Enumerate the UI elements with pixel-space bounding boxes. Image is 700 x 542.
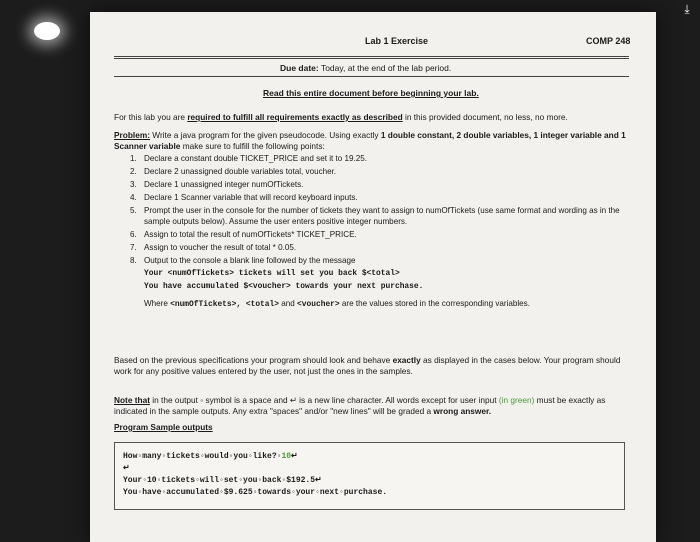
behavior-paragraph: Based on the previous specifications your program should look and behave exactly as displayed in the cases below. Your program should work for any positive values entered by the user, not just the ones in the samples. <box>114 355 621 376</box>
list-item: 1. Declare a constant double TICKET_PRICE and set it to 19.25. <box>130 154 368 163</box>
message-line: You have accumulated $<voucher> towards your next purchase. <box>144 282 424 292</box>
samples-heading: Program Sample outputs <box>114 422 213 432</box>
list-item: 5. Prompt the user in the console for the number of tickets they want to assign to numOfTickets (use same format and wording as in the sample outputs below). Assume the user enters positive integer numbers. <box>130 206 620 226</box>
doc-title: Lab 1 Exercise <box>365 36 429 46</box>
list-item: 3. Declare 1 unassigned integer numOfTickets. <box>130 180 304 190</box>
read-notice: Read this entire document before beginning your lab. <box>263 88 479 98</box>
divider <box>114 56 629 57</box>
sample-line: How◦many◦tickets◦would◦you◦like?◦10↵ <box>123 452 298 461</box>
course-code: COMP 248 <box>586 36 631 46</box>
sample-output-box <box>114 442 625 510</box>
list-item: 7. Assign to voucher the result of total * 0.05. <box>130 243 297 253</box>
download-icon[interactable]: ⤓ <box>684 2 690 16</box>
note-paragraph: Note that in the output ◦ symbol is a space and ↵ is a new line character. All words except for user input (in green) must be exactly as indicated in the sample outputs. Any extra "spaces" and/or "new lines" will be graded a wrong answer. <box>114 395 606 416</box>
sample-line: You◦have◦accumulated◦$9.625◦towards◦your◦next◦purchase. <box>123 488 388 497</box>
message-line: Your <numOfTickets> tickets will set you back $<total> <box>144 269 400 279</box>
intro-paragraph: For this lab you are required to fulfill all requirements exactly as described in this provided document, no less, no more. <box>114 112 568 122</box>
where-note: Where <numOfTickets>, <total> and <voucher> are the values stored in the corresponding variables. <box>144 299 530 310</box>
problem-paragraph: Problem: Write a java program for the given pseudocode. Using exactly 1 double constant, 2 double variables, 1 integer variable and 1 Scanner variable make sure to fulfill the following points: <box>114 130 626 151</box>
sample-line: Your◦10◦tickets◦will◦set◦you◦back◦$192.5↵ <box>123 476 322 485</box>
step-list <box>130 154 635 313</box>
divider <box>114 76 629 77</box>
sample-line: ↵ <box>123 464 130 473</box>
document-page <box>90 12 656 542</box>
due-date: Due date: Today, at the end of the lab period. <box>280 63 452 73</box>
divider <box>114 58 629 59</box>
light-glare <box>34 22 60 40</box>
list-item: 6. Assign to total the result of numOfTickets* TICKET_PRICE. <box>130 230 357 240</box>
list-item: 8. Output to the console a blank line followed by the message <box>130 256 356 266</box>
list-item: 2. Declare 2 unassigned double variables total, voucher. <box>130 167 337 177</box>
list-item: 4. Declare 1 Scanner variable that will record keyboard inputs. <box>130 193 358 203</box>
